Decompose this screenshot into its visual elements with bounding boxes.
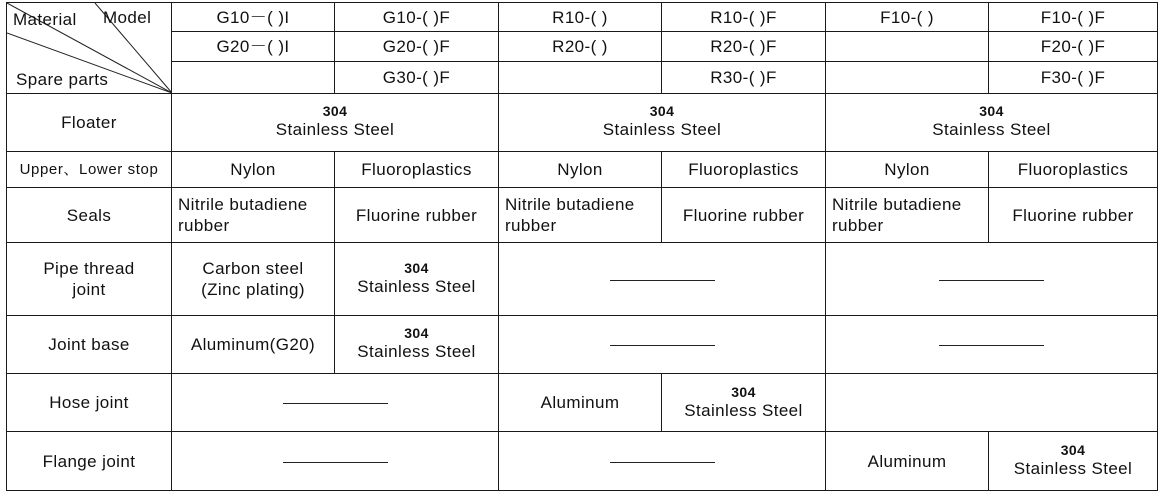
model-cell: F10-( )F — [989, 3, 1158, 32]
model-cell: R30-( )F — [662, 61, 826, 93]
material-cell — [989, 432, 1158, 491]
material-cell — [172, 187, 335, 243]
model-cell — [172, 61, 335, 93]
material-text: rubber — [178, 216, 230, 236]
model-row-1 — [7, 3, 1158, 32]
model-cell — [826, 32, 989, 61]
material-text: Nitrile butadiene — [832, 195, 962, 215]
material-cell — [172, 93, 499, 151]
material-text: Stainless Steel — [602, 120, 722, 140]
model-row-3 — [7, 61, 1158, 93]
material-label: Material — [13, 10, 77, 29]
row-label-hose-joint: Hose joint — [7, 373, 172, 432]
material-text: Stainless Steel — [1013, 459, 1133, 479]
not-applicable-dash — [610, 280, 715, 281]
spare-parts-label: Spare parts — [16, 70, 109, 89]
model-cell — [826, 61, 989, 93]
material-text: rubber — [832, 216, 884, 236]
material-text: Carbon steel — [202, 259, 304, 279]
row-label-joint-base: Joint base — [7, 316, 172, 374]
row-stop — [7, 151, 1158, 187]
model-cell: F30-( )F — [989, 61, 1158, 93]
row-label-pipe-thread — [7, 243, 172, 316]
material-cell: Aluminum — [499, 373, 662, 432]
row-label-flange-joint: Flange joint — [7, 432, 172, 491]
row-joint-base — [7, 316, 1158, 374]
not-applicable-cell — [499, 316, 826, 374]
material-cell: Fluoroplastics — [662, 151, 826, 187]
material-cell: Fluoroplastics — [335, 151, 499, 187]
spec-sheet — [6, 2, 1157, 491]
grade-number: 304 — [731, 383, 756, 400]
header-corner-cell — [7, 3, 172, 94]
material-cell: Nylon — [499, 151, 662, 187]
row-hose-joint — [7, 373, 1158, 432]
model-cell — [499, 61, 662, 93]
material-cell — [172, 243, 335, 316]
not-applicable-dash — [939, 280, 1044, 281]
material-cell: Aluminum — [826, 432, 989, 491]
grade-number: 304 — [404, 325, 429, 342]
model-cell: G20－( )I — [172, 32, 335, 61]
material-cell: Aluminum(G20) — [172, 316, 335, 374]
not-applicable-cell — [172, 432, 499, 491]
not-applicable-cell — [499, 432, 826, 491]
not-applicable-dash — [939, 345, 1044, 346]
material-text: Stainless Steel — [932, 120, 1051, 140]
model-cell: R10-( ) — [499, 3, 662, 32]
row-label-seals: Seals — [7, 187, 172, 243]
material-cell: Nylon — [826, 151, 989, 187]
material-text: Nitrile butadiene — [505, 195, 635, 215]
row-label-line: Pipe thread — [43, 259, 135, 279]
model-label: Model — [103, 8, 152, 27]
model-cell: F20-( )F — [989, 32, 1158, 61]
model-row-2 — [7, 32, 1158, 61]
material-cell: Fluorine rubber — [662, 187, 826, 243]
material-cell: Nylon — [172, 151, 335, 187]
model-cell: G10-( )F — [335, 3, 499, 32]
grade-number: 304 — [649, 103, 675, 120]
model-cell: R20-( )F — [662, 32, 826, 61]
row-pipe-thread — [7, 243, 1158, 316]
grade-number: 304 — [322, 103, 348, 120]
row-seals — [7, 187, 1158, 243]
material-text: (Zinc plating) — [201, 280, 305, 300]
material-cell — [499, 187, 662, 243]
not-applicable-dash — [283, 462, 388, 463]
material-cell — [662, 373, 826, 432]
not-applicable-cell — [172, 373, 499, 432]
material-cell: Fluoroplastics — [989, 151, 1158, 187]
row-label-line: joint — [72, 280, 106, 300]
material-cell — [335, 316, 499, 374]
model-cell: G30-( )F — [335, 61, 499, 93]
model-cell: G20-( )F — [335, 32, 499, 61]
material-text: Stainless Steel — [357, 342, 476, 362]
material-text: Stainless Steel — [275, 120, 395, 140]
material-text: Stainless Steel — [684, 400, 803, 420]
material-cell: Fluorine rubber — [335, 187, 499, 243]
row-floater — [7, 93, 1158, 151]
grade-number: 304 — [1060, 442, 1086, 459]
model-cell: R10-( )F — [662, 3, 826, 32]
material-cell — [335, 243, 499, 316]
not-applicable-dash — [610, 462, 715, 463]
row-label-floater: Floater — [7, 93, 172, 151]
material-cell — [499, 93, 826, 151]
material-text: Nitrile butadiene — [178, 195, 308, 215]
material-cell — [826, 187, 989, 243]
model-cell: R20-( ) — [499, 32, 662, 61]
grade-number: 304 — [404, 260, 429, 277]
not-applicable-cell — [826, 316, 1158, 374]
material-text: rubber — [505, 216, 557, 236]
not-applicable-cell — [826, 243, 1158, 316]
not-applicable-dash — [610, 345, 715, 346]
model-cell: G10－( )I — [172, 3, 335, 32]
not-applicable-cell — [499, 243, 826, 316]
material-spec-table — [6, 2, 1158, 491]
material-cell: Fluorine rubber — [989, 187, 1158, 243]
empty-cell — [826, 373, 1158, 432]
material-cell — [826, 93, 1158, 151]
material-text: Stainless Steel — [357, 277, 476, 297]
not-applicable-dash — [283, 403, 388, 404]
row-flange-joint — [7, 432, 1158, 491]
row-label-stop: Upper、Lower stop — [7, 151, 172, 187]
model-cell: F10-( ) — [826, 3, 989, 32]
grade-number: 304 — [979, 103, 1004, 120]
